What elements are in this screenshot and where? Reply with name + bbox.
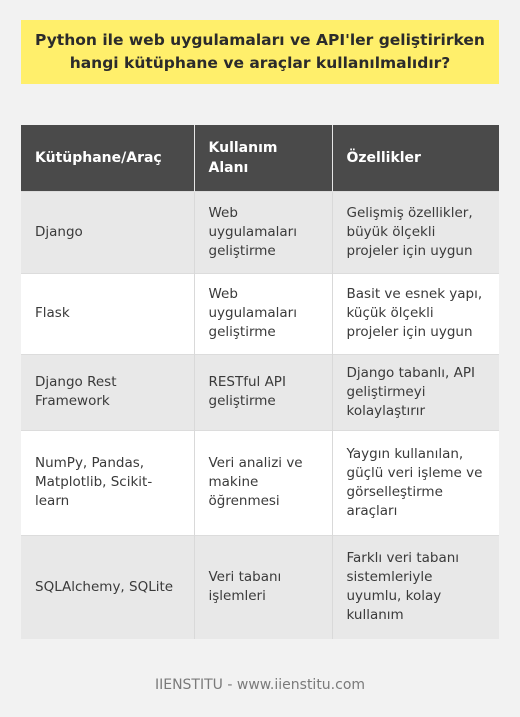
table-cell-usage: Web uygulamaları geliştirme: [194, 191, 332, 273]
column-header-library: Kütüphane/Araç: [21, 125, 194, 191]
column-header-features: Özellikler: [346, 149, 421, 166]
table-cell-features: Django tabanlı, API geliştirmeyi kolaylaştırır: [332, 354, 499, 430]
column-header-usage: Kullanım Alanı: [194, 125, 332, 191]
table-cell-usage: Veri analizi ve makine öğrenmesi: [194, 430, 332, 535]
table-cell-features: Yaygın kullanılan, güçlü veri işleme ve görselleştirme araçları: [332, 430, 499, 535]
title-banner: [21, 20, 499, 84]
table-cell-library: NumPy, Pandas, Matplotlib, Scikit-learn: [21, 430, 194, 535]
table-cell-library: Flask: [21, 273, 194, 354]
table-cell-library: SQLAlchemy, SQLite: [21, 535, 194, 639]
table-cell-usage: RESTful API geliştirme: [194, 354, 332, 430]
table-cell-library: Django: [21, 191, 194, 273]
page-title: Python ile web uygulamaları ve API'ler geliştirirken hangi kütüphane ve araçlar kullanılmalıdır?: [35, 31, 485, 72]
table-row: [21, 191, 499, 273]
table-cell-library: Django Rest Framework: [21, 354, 194, 430]
table-cell-features: Basit ve esnek yapı, küçük ölçekli projeler için uygun: [332, 273, 499, 354]
table-row: [21, 535, 499, 639]
comparison-table: [21, 125, 499, 639]
table-row: [21, 354, 499, 430]
table-row: [21, 430, 499, 535]
table-header-row: [21, 125, 499, 191]
table-cell-features: Gelişmiş özellikler, büyük ölçekli projeler için uygun: [332, 191, 499, 273]
footer-credit: IIENSTITU - www.iienstitu.com: [154, 677, 366, 693]
table-cell-usage: Web uygulamaları geliştirme: [194, 273, 332, 354]
table-cell-usage: Veri tabanı işlemleri: [194, 535, 332, 639]
table-row: [21, 273, 499, 354]
table-cell-features: Farklı veri tabanı sistemleriyle uyumlu, kolay kullanım: [332, 535, 499, 639]
